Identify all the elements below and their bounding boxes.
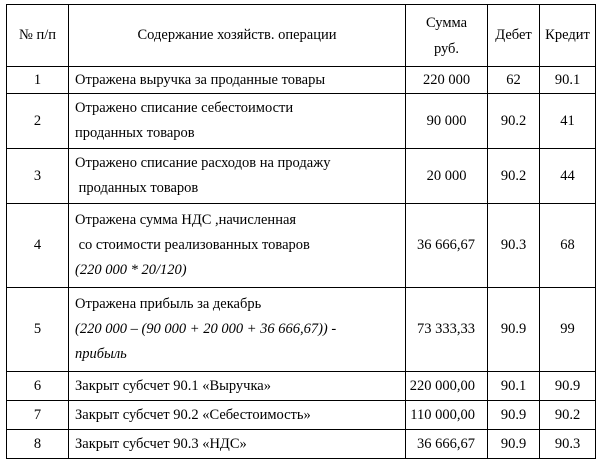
row-description bbox=[69, 94, 406, 149]
row-debit: 90.9 bbox=[488, 430, 540, 459]
table-row bbox=[7, 288, 596, 372]
row-description bbox=[69, 149, 406, 204]
header-credit: Кредит bbox=[540, 5, 596, 67]
row-num: 1 bbox=[7, 67, 69, 94]
row-debit: 62 bbox=[488, 67, 540, 94]
row-debit: 90.2 bbox=[488, 149, 540, 204]
table-row bbox=[7, 401, 596, 430]
row-description bbox=[69, 288, 406, 372]
row-sum: 220 000,00 bbox=[406, 372, 488, 401]
row-num: 6 bbox=[7, 372, 69, 401]
description-line: Отражено списание себестоимости bbox=[75, 100, 294, 116]
formula-line: (220 000 – (90 000 + 20 000 + 36 666,67)) - bbox=[75, 321, 337, 337]
ledger-table bbox=[6, 4, 596, 459]
row-debit: 90.1 bbox=[488, 372, 540, 401]
description-line: Закрыт субсчет 90.1 «Выручка» bbox=[75, 377, 271, 394]
row-credit: 90.1 bbox=[540, 67, 596, 94]
row-description bbox=[69, 204, 406, 288]
row-description bbox=[69, 401, 406, 430]
table-row bbox=[7, 67, 596, 94]
description-line: Отражена выручка за проданные товары bbox=[75, 71, 326, 88]
row-credit: 44 bbox=[540, 149, 596, 204]
row-sum: 90 000 bbox=[406, 94, 488, 149]
description-line: проданных товаров bbox=[75, 180, 199, 196]
table-row bbox=[7, 149, 596, 204]
row-description bbox=[69, 372, 406, 401]
row-sum: 36 666,67 bbox=[406, 430, 488, 459]
description-line: со стоимости реализованных товаров bbox=[75, 237, 310, 253]
row-debit: 90.2 bbox=[488, 94, 540, 149]
table-row bbox=[7, 204, 596, 288]
row-num: 3 bbox=[7, 149, 69, 204]
row-credit: 68 bbox=[540, 204, 596, 288]
row-debit: 90.3 bbox=[488, 204, 540, 288]
row-debit: 90.9 bbox=[488, 288, 540, 372]
row-debit: 90.9 bbox=[488, 401, 540, 430]
row-num: 2 bbox=[7, 94, 69, 149]
row-credit: 99 bbox=[540, 288, 596, 372]
table-row bbox=[7, 372, 596, 401]
formula-line: прибыль bbox=[75, 346, 127, 362]
header-debit: Дебет bbox=[488, 5, 540, 67]
row-sum: 220 000 bbox=[406, 67, 488, 94]
row-num: 7 bbox=[7, 401, 69, 430]
row-sum: 110 000,00 bbox=[406, 401, 488, 430]
row-credit: 41 bbox=[540, 94, 596, 149]
row-sum: 36 666,67 bbox=[406, 204, 488, 288]
description-line: Отражена прибыль за декабрь bbox=[75, 296, 262, 312]
header-sum-line1: Сумма bbox=[425, 14, 468, 31]
header-description: Содержание хозяйств. операции bbox=[69, 5, 406, 67]
row-credit: 90.3 bbox=[540, 430, 596, 459]
header-row bbox=[7, 5, 596, 67]
row-credit: 90.9 bbox=[540, 372, 596, 401]
row-description bbox=[69, 67, 406, 94]
row-num: 8 bbox=[7, 430, 69, 459]
description-line: Закрыт субсчет 90.2 «Себестоимость» bbox=[75, 406, 311, 423]
row-num: 5 bbox=[7, 288, 69, 372]
header-sum-line2: руб. bbox=[433, 40, 460, 57]
row-credit: 90.2 bbox=[540, 401, 596, 430]
row-sum: 73 333,33 bbox=[406, 288, 488, 372]
description-line: Закрыт субсчет 90.3 «НДС» bbox=[75, 435, 247, 452]
description-line: Отражена сумма НДС ,начисленная bbox=[75, 212, 297, 228]
table-row bbox=[7, 430, 596, 459]
header-sum bbox=[406, 5, 488, 67]
table-row bbox=[7, 94, 596, 149]
row-num: 4 bbox=[7, 204, 69, 288]
row-sum: 20 000 bbox=[406, 149, 488, 204]
header-num: № п/п bbox=[7, 5, 69, 67]
description-line: проданных товаров bbox=[75, 125, 195, 141]
row-description bbox=[69, 430, 406, 459]
description-line: Отражено списание расходов на продажу bbox=[75, 155, 331, 171]
formula-line: (220 000 * 20/120) bbox=[75, 262, 187, 278]
